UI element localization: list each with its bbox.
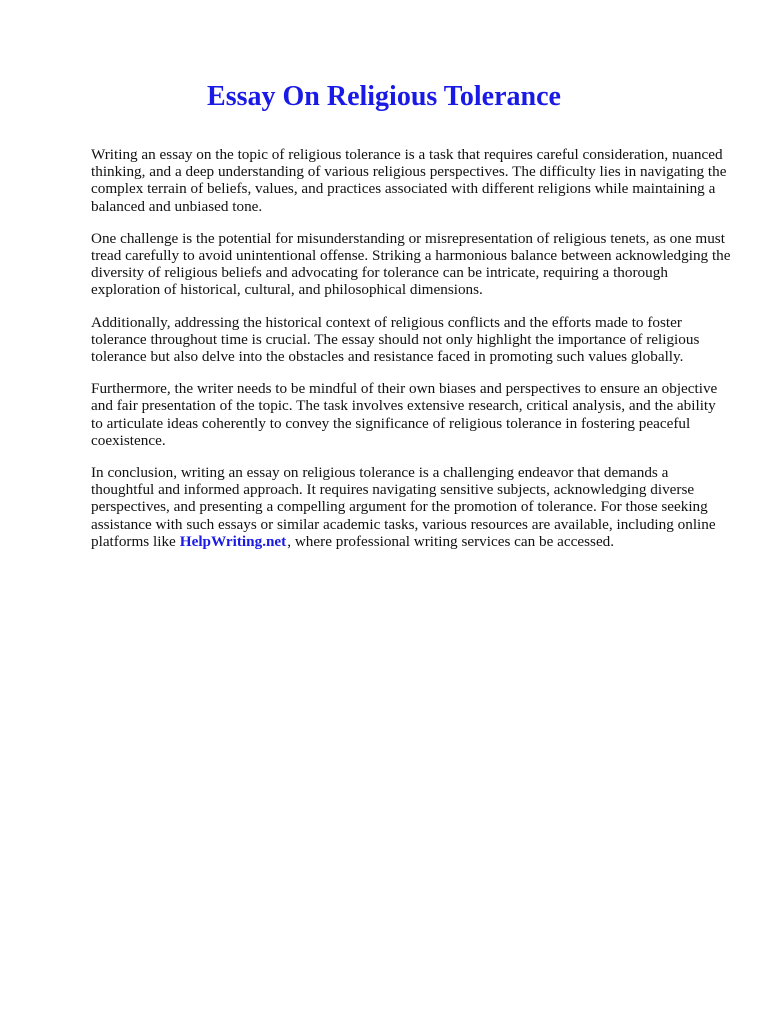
- conclusion-paragraph: [91, 464, 731, 550]
- essay-body: [91, 146, 731, 565]
- paragraph-3: Additionally, addressing the historical context of religious conflicts and the efforts made to foster tolerance throughout time is crucial. The essay should not only highlight the importance of religious tolerance but also delve into the obstacles and resistance faced in promoting such values globally.: [91, 313, 700, 366]
- paragraph-2: One challenge is the potential for misunderstanding or misrepresentation of religious tenets, as one must tread carefully to avoid unintentional offense. Striking a harmonious balance between acknowledging the diversity of religious beliefs and advocating for tolerance can be intricate, requiring a thorough exploration of historical, cultural, and philosophical dimensions.: [91, 229, 731, 299]
- conclusion-text-before-link: In conclusion, writing an essay on religious tolerance is a challenging endeavor that demands a thoughtful and informed approach. It requires navigating sensitive subjects, acknowledging diverse perspectives, and presenting a compelling argument for the promotion of tolerance. For those seeking assistance with such essays or similar academic tasks, various resources are available, including online platforms like: [91, 464, 716, 550]
- document-title: Essay On Religious Tolerance: [207, 81, 561, 112]
- paragraph-4: Furthermore, the writer needs to be mindful of their own biases and perspectives to ensure an objective and fair presentation of the topic. The task involves extensive research, critical analysis, and the ability to articulate ideas coherently to convey the significance of religious tolerance in fostering peaceful coexistence.: [91, 380, 718, 449]
- conclusion-text-after-link: , where professional writing services can be accessed.: [287, 532, 615, 550]
- paragraph-1: Writing an essay on the topic of religious tolerance is a task that requires careful consideration, nuanced thinking, and a deep understanding of various religious perspectives. The difficulty lies in navigating the complex terrain of beliefs, values, and practices associated with different religions while maintaining a balanced and unbiased tone.: [91, 146, 727, 215]
- helpwriting-link[interactable]: HelpWriting.net: [179, 532, 287, 550]
